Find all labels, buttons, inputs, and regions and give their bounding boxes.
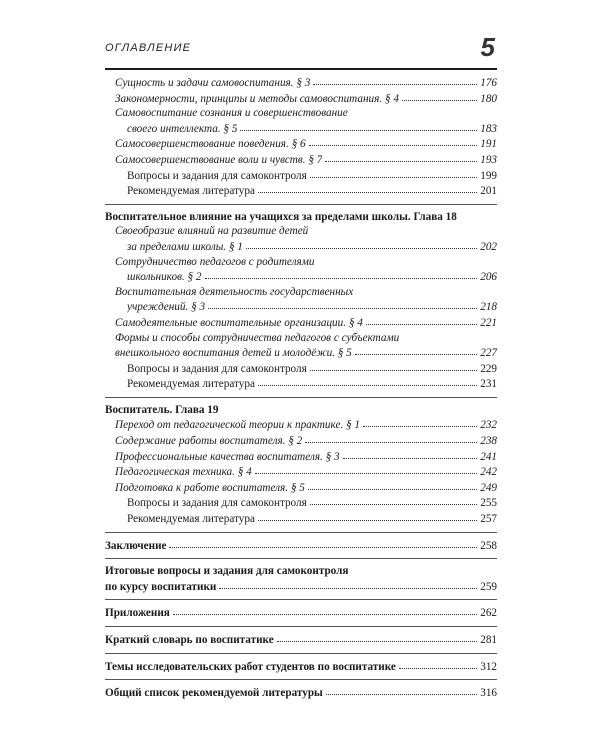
toc-entry-page: 259 bbox=[480, 580, 497, 593]
toc-entry[interactable] bbox=[105, 121, 497, 137]
toc-entry-page: 199 bbox=[480, 169, 497, 182]
toc-entry-page: 201 bbox=[480, 185, 497, 198]
toc-entry[interactable] bbox=[105, 269, 497, 285]
toc-entry[interactable] bbox=[105, 91, 497, 107]
leader-dots bbox=[258, 510, 477, 521]
leader-dots bbox=[366, 314, 477, 325]
section-divider bbox=[105, 626, 497, 627]
toc-entry-title-line1[interactable]: Воспитательная деятельность государственных bbox=[115, 285, 354, 298]
toc-entry[interactable] bbox=[105, 361, 497, 377]
toc-entry-page: 176 bbox=[480, 77, 497, 89]
leader-dots bbox=[310, 167, 477, 178]
leader-dots bbox=[258, 375, 477, 386]
toc-entry[interactable] bbox=[105, 433, 497, 449]
toc-entry-page: 229 bbox=[480, 362, 497, 375]
leader-dots bbox=[343, 448, 478, 459]
leader-dots bbox=[208, 298, 477, 309]
leader-dots bbox=[310, 360, 477, 371]
toc-entry-page: 257 bbox=[480, 513, 497, 526]
leader-dots bbox=[240, 120, 477, 131]
toc-entry[interactable] bbox=[105, 449, 497, 465]
toc-entry[interactable] bbox=[105, 299, 497, 315]
leader-dots bbox=[310, 494, 477, 505]
section-divider bbox=[105, 653, 497, 654]
section-divider bbox=[105, 558, 497, 559]
toc-entry[interactable] bbox=[105, 632, 497, 648]
leader-dots bbox=[355, 344, 477, 355]
toc-entry-title: Самодеятельные воспитательные организации. § 4 bbox=[115, 316, 363, 329]
toc-entry-page: 262 bbox=[480, 607, 497, 620]
toc-entry-title: Педагогическая техника. § 4 bbox=[115, 466, 252, 479]
section-divider bbox=[105, 397, 497, 398]
toc-entry-page: 206 bbox=[480, 271, 497, 284]
toc-entry-title: Профессиональные качества воспитателя. § 3 bbox=[115, 450, 340, 463]
toc-entry-page: 249 bbox=[480, 481, 497, 494]
leader-dots bbox=[325, 151, 477, 162]
leader-dots bbox=[326, 684, 477, 695]
toc-entry-title-line1[interactable]: Итоговые вопросы и задания для самоконтроля bbox=[105, 565, 349, 578]
toc-entry-title: Вопросы и задания для самоконтроля bbox=[127, 497, 307, 510]
toc-entry-title: Краткий словарь по воспитатике bbox=[105, 634, 274, 646]
toc-entry-title-line1[interactable]: Формы и способы сотрудничества педагогов с субъектами bbox=[115, 331, 400, 344]
toc-entry-page: 221 bbox=[480, 316, 497, 329]
toc-entry-title: Темы исследовательских работ студентов по воспитатике bbox=[105, 660, 396, 673]
toc-entry-title: Рекомендуемая литература bbox=[127, 513, 255, 526]
toc-entry-title: Самосовершенствование воли и чувств. § 7 bbox=[115, 153, 323, 166]
toc-entry-page: 258 bbox=[480, 539, 497, 552]
toc-entry[interactable] bbox=[105, 376, 497, 392]
toc-entry[interactable] bbox=[105, 538, 497, 554]
toc-entry-title: Вопросы и задания для самоконтроля bbox=[127, 169, 307, 182]
toc-entry-page: 232 bbox=[480, 419, 497, 432]
toc-entry-page: 312 bbox=[480, 660, 497, 673]
toc-entry-title: Заключение bbox=[105, 539, 167, 552]
toc-entry-title: Вопросы и задания для самоконтроля bbox=[127, 362, 307, 375]
toc-entry-page: 242 bbox=[480, 466, 497, 479]
section-divider bbox=[105, 532, 497, 533]
toc-entry-page: 238 bbox=[480, 435, 497, 448]
leader-dots bbox=[308, 479, 477, 490]
toc-entry-title: Самосовершенствование поведения. § 6 bbox=[115, 138, 306, 151]
toc-entry-page: 218 bbox=[480, 301, 497, 314]
toc-entry-title-line1[interactable]: Сотрудничество педагогов с родителями bbox=[115, 255, 315, 268]
section-divider bbox=[105, 599, 497, 600]
toc-entry-title: Рекомендуемая литература bbox=[127, 378, 255, 391]
toc-entry-title-line1[interactable]: Своеобразие влияний на развитие детей bbox=[115, 225, 309, 238]
leader-dots bbox=[363, 416, 477, 427]
leader-dots bbox=[305, 432, 477, 443]
toc-entry-page: 202 bbox=[480, 240, 497, 253]
toc-entry-page: 316 bbox=[480, 687, 497, 700]
toc-entry-title: Переход от педагогической теории к практике. § 1 bbox=[115, 419, 361, 432]
toc-entry-title-line2: по курсу воспитатики bbox=[105, 580, 217, 593]
toc-entry-title: Сущность и задачи самовоспитания. § 3 bbox=[115, 77, 311, 89]
toc-entry[interactable] bbox=[105, 152, 497, 168]
toc-entry[interactable] bbox=[105, 579, 497, 595]
toc-entry[interactable] bbox=[105, 605, 497, 621]
section-divider bbox=[105, 679, 497, 680]
chapter-heading[interactable]: Воспитатель. Глава 19 bbox=[105, 403, 219, 416]
toc-entry-title: Содержание работы воспитателя. § 2 bbox=[115, 435, 303, 448]
toc-entry[interactable] bbox=[105, 168, 497, 184]
toc-entry[interactable] bbox=[105, 495, 497, 511]
toc-entry[interactable] bbox=[105, 685, 497, 701]
leader-dots bbox=[205, 268, 478, 279]
toc-entry-title-line2: внешкольного воспитания детей и молодёжи. § 5 bbox=[115, 347, 352, 360]
leader-dots bbox=[173, 604, 477, 615]
toc-entry-page: 227 bbox=[480, 347, 497, 360]
toc-entry-title-line1[interactable]: Самовоспитание сознания и совершенствование bbox=[115, 107, 348, 120]
toc-entry-title: Подготовка к работе воспитателя. § 5 bbox=[115, 481, 305, 494]
toc-entry-page: 191 bbox=[480, 138, 497, 151]
toc-entry[interactable] bbox=[105, 239, 497, 255]
leader-dots bbox=[399, 658, 477, 669]
leader-dots bbox=[402, 90, 477, 101]
toc-entry-page: 231 bbox=[480, 378, 497, 391]
toc-entry-title-line2: школьников. § 2 bbox=[127, 271, 202, 284]
chapter-heading[interactable]: Воспитательное влияние на учащихся за пределами школы. Глава 18 bbox=[105, 210, 457, 223]
toc-entry[interactable] bbox=[105, 511, 497, 527]
toc-entry[interactable] bbox=[105, 183, 497, 199]
toc-entry[interactable] bbox=[105, 75, 497, 91]
toc-entry[interactable] bbox=[105, 136, 497, 152]
toc-entry-page: 193 bbox=[480, 153, 497, 166]
running-header bbox=[105, 30, 497, 70]
leader-dots bbox=[169, 537, 477, 548]
leader-dots bbox=[219, 578, 477, 589]
toc-entry-title-line2: за пределами школы. § 1 bbox=[127, 240, 243, 253]
toc-entry-title: Закономерности, принципы и методы самовоспитания. § 4 bbox=[115, 92, 399, 105]
toc-entry[interactable] bbox=[105, 417, 497, 433]
toc-entry-page: 281 bbox=[480, 634, 497, 646]
toc-entry-page: 183 bbox=[480, 122, 497, 135]
header-title: ОГЛАВЛЕНИЕ bbox=[105, 42, 192, 54]
leader-dots bbox=[258, 182, 477, 193]
section-divider bbox=[105, 204, 497, 205]
table-of-contents bbox=[105, 75, 497, 701]
toc-entry-page: 241 bbox=[480, 450, 497, 463]
toc-entry-page: 255 bbox=[480, 497, 497, 510]
toc-entry[interactable] bbox=[105, 315, 497, 331]
leader-dots bbox=[313, 74, 477, 85]
leader-dots bbox=[246, 238, 477, 249]
toc-entry-title-line2: учреждений. § 3 bbox=[127, 301, 206, 314]
toc-entry[interactable] bbox=[105, 659, 497, 675]
toc-entry[interactable] bbox=[105, 345, 497, 361]
toc-entry[interactable] bbox=[105, 480, 497, 496]
toc-entry[interactable] bbox=[105, 464, 497, 480]
toc-entry-title: Приложения bbox=[105, 607, 170, 620]
toc-entry-title: Рекомендуемая литература bbox=[127, 185, 255, 198]
leader-dots bbox=[255, 463, 477, 474]
toc-entry-page: 180 bbox=[480, 92, 497, 105]
toc-entry-title: Общий список рекомендуемой литературы bbox=[105, 687, 323, 700]
leader-dots bbox=[309, 135, 478, 146]
leader-dots bbox=[277, 631, 478, 642]
toc-entry-title-line2: своего интеллекта. § 5 bbox=[127, 122, 238, 135]
page-number: 5 bbox=[480, 32, 495, 62]
